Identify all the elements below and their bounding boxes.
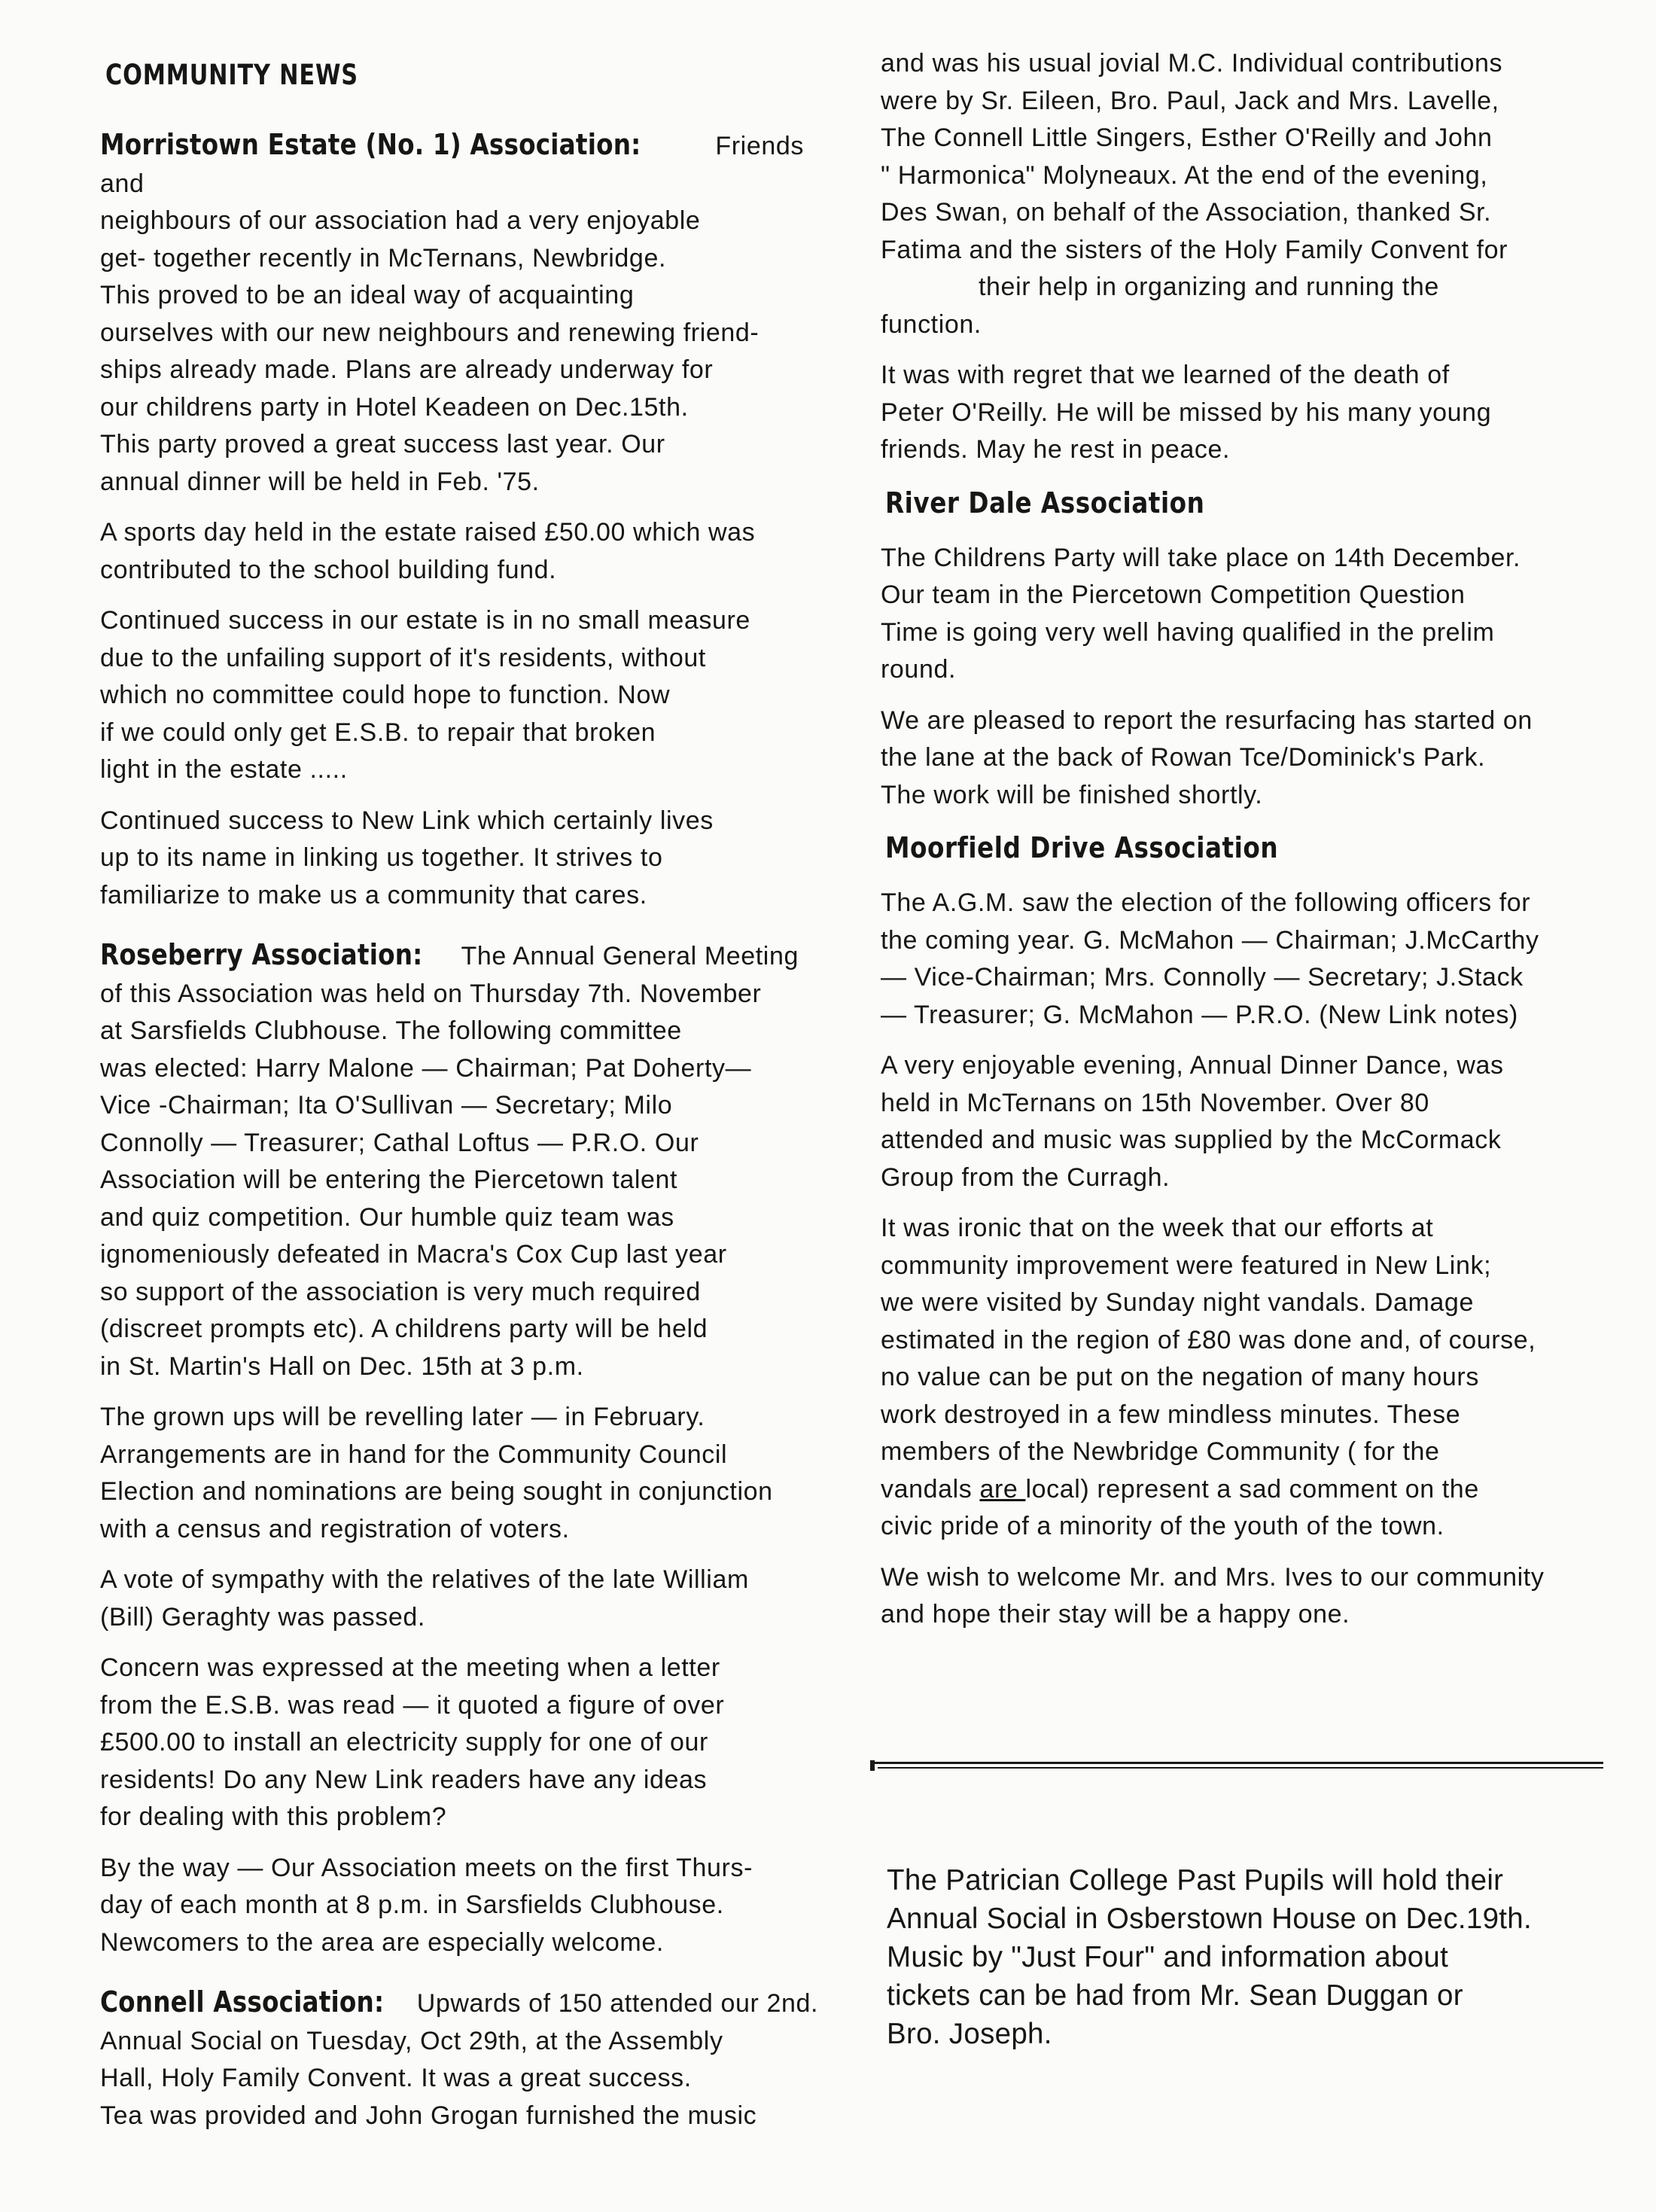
roseberry-paragraph-4: Concern was expressed at the meeting when a letter from the E.S.B. was read — it quoted a figure of over £500.00 to install an electricity supply for one of our residents! Do any New Link readers have any ideas for dealing with this problem? [100,1653,725,1831]
riverdale-paragraph-2: We are pleased to report the resurfacing has started on the lane at the back of Rowan Tce/Dominick's Park. The work will be finished shortly. [881,705,1533,809]
roseberry-paragraph-2: The grown ups will be revelling later — in February. Arrangements are in hand for the Community Council Election and nominations are being sought in conjunction with a census and registration of voters. [100,1403,773,1543]
moorfield-heading: Moorfield Drive Association [885,831,1279,864]
page-title: COMMUNITY NEWS [105,59,358,91]
moorfield-paragraph-3 [881,1210,1618,1546]
right-column [881,45,1618,1647]
underlined-are: are [979,1474,1026,1504]
connell-continued [881,45,1618,343]
riverdale-heading: River Dale Association [885,486,1205,519]
connell-paragraph-1: Upwards of 150 attended our 2nd. Annual Social on Tuesday, Oct 29th, at the Assembly Hall, Holy Family Convent. It was a great success. Tea was provided and John Grogan furnished the music [100,1989,819,2130]
connell-continued-text: and was his usual jovial M.C. Individual contributions were by Sr. Eileen, Bro. Paul, Jack and Mrs. Lavelle, The Connell Little Singers, Esther O'Reilly and John " Harmonica" Molyneaux. At the end of the evening, Des Swan, on behalf of the Association, thanked Sr. Fatima and the sisters of the Holy Family Convent for [881,49,1508,264]
morristown-paragraph-2: A sports day held in the estate raised £50.00 which was contributed to the school building fund. [100,518,756,584]
morristown-paragraph-3: Continued success in our estate is in no small measure due to the unfailing support of it's residents, without which no committee could hope to function. Now if we could only get E.S.B. to repair that broken light in the estate ..... [100,606,750,784]
connell-continued-indented: their help in organizing and running the [979,273,1439,301]
patrician-notice: The Patrician College Past Pupils will hold their Annual Social in Osberstown House on Dec.19th. Music by "Just Four" and information about tickets can be had from Mr. Sean Duggan or Bro. Joseph. [887,1864,1533,2050]
morristown-paragraph-4: Continued success to New Link which certainly lives up to its name in linking us together. It strives to familiarize to make us a community that cares. [100,806,714,909]
roseberry-paragraph-1: The Annual General Meeting of this Association was held on Thursday 7th. November at Sarsfields Clubhouse. The following committee was elected: Harry Malone — Chairman; Pat Doherty— Vice -Chairman; Ita O'Sullivan — Secretary; Milo Connolly — Treasurer; Cathal Loftus — P.R.O. Our Association will be entering the Piercetown talent and quiz competition. Our humble quiz team was ignomeniously defeated in Macra's Cox Cup last year so support of the association is very much required (discreet prompts etc). A childrens party will be held in St. Martin's Hall on Dec. 15th at 3 p.m. [100,942,799,1381]
morristown-heading: Morristown Estate (No. 1) Association: [100,128,641,161]
connell-heading: Connell Association: [100,1985,385,2019]
connell-continued-end: function. [881,309,982,339]
roseberry-heading: Roseberry Association: [100,938,423,971]
section-divider [870,1760,1603,1771]
moorfield-paragraph-3-start: It was ironic that on the week that our efforts at community improvement were featured in New Link; we were visited by Sunday night vandals. Damage estimated in the region of £80 was done and, of course, no value can be put on the negation of many hours work destroyed in a few mindless minutes. These members of the Newbridge Community ( for the vandals [881,1214,1536,1504]
connell-paragraph-2: It was with regret that we learned of the death of Peter O'Reilly. He will be missed by his many young friends. May he rest in peace. [881,361,1492,464]
connell-section [100,1984,823,2134]
roseberry-section [100,937,823,1385]
moorfield-paragraph-3-end: local) represent a sad comment on the civic pride of a minority of the youth of the town. [881,1474,1479,1540]
moorfield-paragraph-4: We wish to welcome Mr. and Mrs. Ives to our community and hope their stay will be a happy one. [881,1562,1545,1629]
left-column [100,126,823,2148]
moorfield-paragraph-2: A very enjoyable evening, Annual Dinner Dance, was held in McTernans on 15th November. Over 80 attended and music was supplied by the McCormack Group from the Curragh. [881,1051,1504,1192]
roseberry-paragraph-3: A vote of sympathy with the relatives of the late William (Bill) Geraghty was passed. [100,1565,749,1632]
riverdale-paragraph-1: The Childrens Party will take place on 14th December. Our team in the Piercetown Competition Question Time is going very well having qualified in the prelim round. [881,543,1521,684]
moorfield-paragraph-1: The A.G.M. saw the election of the following officers for the coming year. G. McMahon — Chairman; J.McCarthy — Vice-Chairman; Mrs. Connolly — Secretary; J.Stack — Treasurer; G. McMahon — P.R.O. (New Link notes) [881,888,1539,1029]
morristown-paragraph-1: Friends and neighbours of our association had a very enjoyable get- together recently in McTernans, Newbridge. This proved to be an ideal way of acquainting ourselves with our new neighbours and renewing friend- ships already made. Plans are already underway for our childrens party in Hotel Keadeen on Dec.15th. This party proved a great success last year. Our annual dinner will be held in Feb. '75. [100,132,804,496]
morristown-section [100,126,823,501]
roseberry-paragraph-5: By the way — Our Association meets on the first Thurs- day of each month at 8 p.m. in Sarsfields Clubhouse. Newcomers to the area are especially welcome. [100,1853,753,1957]
